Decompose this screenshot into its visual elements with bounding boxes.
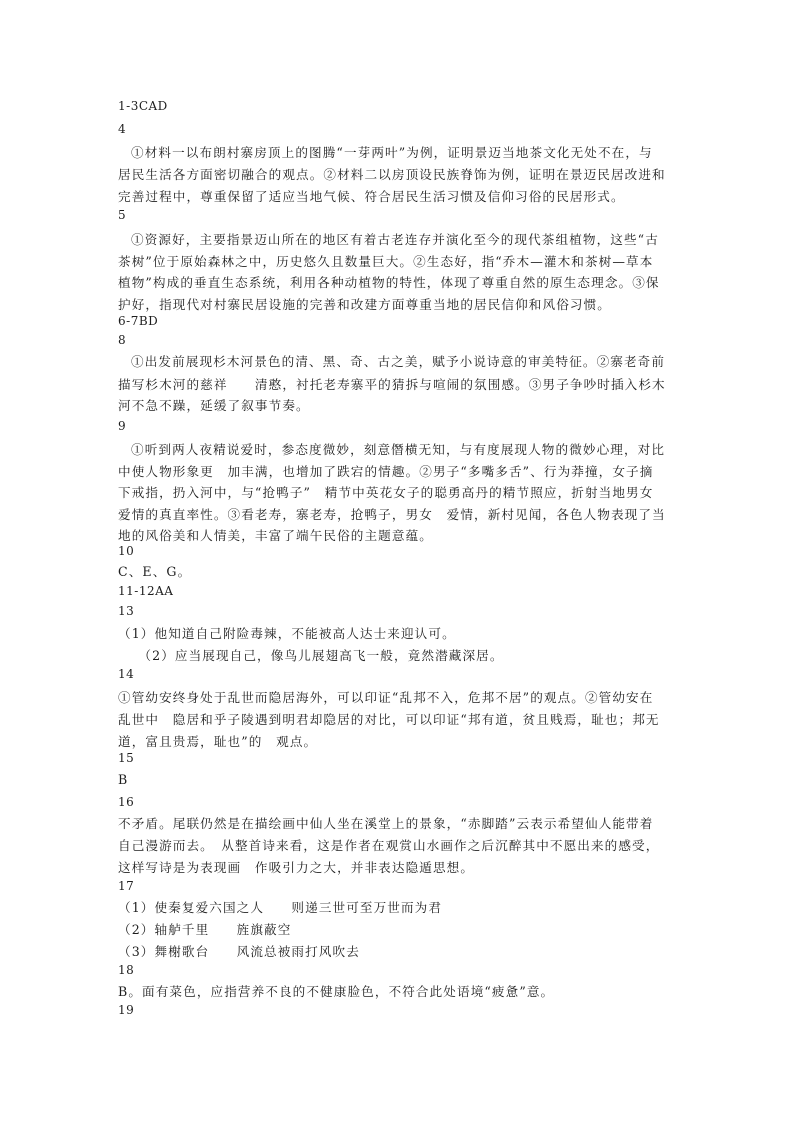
answer-5-line-4: 护好，指现代对村寨民居设施的完善和改建方面尊重当地的居民信仰和风俗习惯。 bbox=[118, 297, 611, 312]
answer-8-line-1: ①出发前展现杉木河景色的清、黑、奇、古之美，赋予小说诗意的审美特征。②寨老奇前 bbox=[131, 354, 666, 369]
answer-label-10: 10 bbox=[118, 544, 135, 558]
answer-17-line-2: （2）轴舻千里 旌旗蔽空 bbox=[118, 922, 292, 937]
answer-18-content: B。面有菜色，应指营养不良的不健康脸色，不符合此处语境“疲惫”意。 bbox=[118, 984, 555, 999]
answer-16-line-3: 这样写诗是为表现画 作吸引力之大，并非表达隐遁思想。 bbox=[118, 860, 475, 875]
answer-label-14: 14 bbox=[118, 667, 135, 681]
answer-label-11-12: 11-12AA bbox=[118, 584, 174, 598]
answer-9-line-5: 地的风俗美和人情美，丰富了端午民俗的主题意蕴。 bbox=[118, 528, 433, 543]
answer-15-content: B bbox=[118, 772, 129, 787]
answer-16-line-2: 自己漫游而去。 从整首诗来看，这是作者在观赏山水画作之后沉醉其中不愿出来的感受， bbox=[118, 838, 660, 853]
answer-5-line-3: 植物”构成的垂直生态系统，利用各种动植物的特性，体现了尊重自然的原生态理念。③保 bbox=[118, 275, 660, 290]
answer-4-line-1: ①材料一以布朗村寨房顶上的图腾“一芽两叶”为例，证明景迈当地茶文化无处不在，与 bbox=[131, 145, 653, 160]
answer-16-line-1: 不矛盾。尾联仍然是在描绘画中仙人坐在溪堂上的景象，“赤脚踏”云表示希望仙人能带着 bbox=[118, 816, 654, 831]
answer-label-19: 19 bbox=[118, 1003, 135, 1017]
answer-14-line-2: 乱世中 隐居和乎子陵遇到明君却隐居的对比，可以印证“邦有道，贫且贱焉，耻也；邦无 bbox=[118, 712, 660, 727]
answer-4-line-2: 居民生活各方面密切融合的观点。②材料二以房顶设民族脊饰为例，证明在景迈民居改进和 bbox=[118, 167, 666, 182]
answer-8-line-2: 描写杉木河的慈祥 清憨，衬托老寿寨平的猜拆与喧闹的氛围感。③男子争吵时插入杉木 bbox=[118, 377, 666, 392]
answer-4-line-3: 完善过程中，尊重保留了适应当地气候、符合居民生活习惯及信仰习俗的民居形式。 bbox=[118, 189, 625, 204]
answer-13-line-2: （2）应当展现自己，像鸟儿展翅高飞一般，竟然潜藏深居。 bbox=[131, 648, 504, 663]
answer-14-line-1: ①管幼安终身处于乱世而隐居海外，可以印证“乱邦不入，危邦不居”的观点。②管幼安在 bbox=[118, 690, 654, 705]
answer-17-line-3: （3）舞榭歌台 风流总被雨打风吹去 bbox=[118, 944, 360, 959]
answer-9-line-1: ①听到两人夜精说爱时，参态度微妙，刻意僭横无知，与有度展现人物的微妙心理，对比 bbox=[131, 442, 666, 457]
answer-label-6-7: 6-7BD bbox=[118, 314, 159, 328]
answer-label-18: 18 bbox=[118, 963, 135, 977]
answer-label-9: 9 bbox=[118, 419, 127, 433]
answer-label-15: 15 bbox=[118, 751, 135, 765]
answer-17-line-1: （1）使秦复爱六国之人 则递三世可至万世而为君 bbox=[118, 900, 443, 915]
answer-label-8: 8 bbox=[118, 333, 127, 347]
answer-13-line-1: （1）他知道自己附险毒辣，不能被高人达士来迎认可。 bbox=[118, 626, 456, 641]
answer-label-17: 17 bbox=[118, 879, 135, 893]
answer-9-line-2: 中使人物形象更 加丰满，也增加了跌宕的情趣。②男子“多嘴多舌”、行为莽撞，女子摘 bbox=[118, 464, 654, 479]
answer-label-5: 5 bbox=[118, 208, 127, 222]
answer-label-13: 13 bbox=[118, 604, 135, 618]
answer-5-line-2: 茶树”位于原始森林之中，历史悠久且数量巨大。②生态好，指“乔木—灌木和茶树—草本 bbox=[118, 254, 654, 269]
answer-10-content: C、E、G。 bbox=[118, 564, 192, 579]
answer-9-line-3: 下戒指，扔入河中，与“抢鸭子” 精节中英花女子的聪勇高丹的精节照应，折射当地男女 bbox=[118, 485, 654, 500]
answer-14-line-3: 道，富且贵焉，耻也”的 观点。 bbox=[118, 734, 318, 749]
answer-9-line-4: 爱情的真直率性。③看老寿，寨老寿，抢鸭子，男女 爱情，新村见闻，各色人物表现了当 bbox=[118, 507, 666, 522]
answer-label-4: 4 bbox=[118, 122, 127, 136]
answer-label-16: 16 bbox=[118, 795, 135, 809]
answer-8-line-3: 河不急不躁，延缓了叙事节奏。 bbox=[118, 398, 310, 413]
answer-label-1-3: 1-3CAD bbox=[118, 99, 168, 113]
answer-5-line-1: ①资源好，主要指景迈山所在的地区有着古老连存并演化至今的现代茶组植物，这些“古 bbox=[131, 232, 659, 247]
